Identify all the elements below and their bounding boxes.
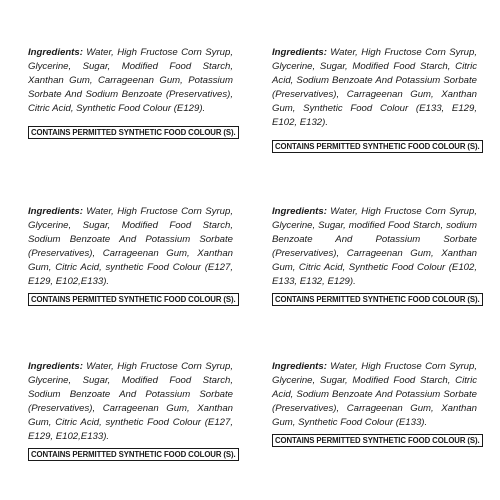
synthetic-colour-warning: CONTAINS PERMITTED SYNTHETIC FOOD COLOUR (S). <box>28 126 239 139</box>
ingredient-label-1 <box>28 46 236 140</box>
ingredient-label-6 <box>272 360 480 448</box>
ingredients-heading: Ingredients: <box>272 47 327 58</box>
synthetic-colour-warning: CONTAINS PERMITTED SYNTHETIC FOOD COLOUR (S). <box>272 434 483 447</box>
ingredients-text <box>272 205 477 289</box>
synthetic-colour-warning: CONTAINS PERMITTED SYNTHETIC FOOD COLOUR (S). <box>28 293 239 306</box>
ingredients-heading: Ingredients: <box>28 206 83 217</box>
synthetic-colour-warning: CONTAINS PERMITTED SYNTHETIC FOOD COLOUR (S). <box>272 293 483 306</box>
ingredient-label-5 <box>28 360 236 462</box>
ingredient-label-2 <box>272 46 480 154</box>
ingredient-label-3 <box>28 205 236 307</box>
ingredients-text <box>28 360 233 444</box>
ingredients-text <box>272 360 477 430</box>
ingredients-list: Water, High Fructose Corn Syrup, Glycerine, Sugar, Modified Food Starch, Citric Acid, Sodium Benzoate And Potassium Sorbate (Preservatives), Carrageenan Gum, Xanthan Gum, Synthetic Food Colour (E133, E129, E102, E132). <box>272 47 477 128</box>
ingredients-list: Water, High Fructose Corn Syrup, Glycerine, Sugar, modified Food Starch, sodium Benzoate And Potassium Sorbate (Preservatives), Carrageenan Gum, Xanthan Gum, Citric Acid, Synthetic Food Colour (E102, E133, E132, E129). <box>272 206 477 287</box>
ingredient-label-4 <box>272 205 480 307</box>
ingredients-heading: Ingredients: <box>272 361 327 372</box>
ingredients-text <box>28 46 233 116</box>
ingredients-heading: Ingredients: <box>28 361 83 372</box>
ingredients-list: Water, High Fructose Corn Syrup, Glycerine, Sugar, Modified Food Starch, Sodium Benzoate And Potassium Sorbate (Preservatives), Carrageenan Gum, Xanthan Gum, Citric Acid, synthetic Food Colour (E127, E129, E102,E133). <box>28 361 233 442</box>
ingredients-text <box>28 205 233 289</box>
ingredients-list: Water, High Fructose Corn Syrup, Glycerine, Sugar, Modified Food Starch, Xanthan Gum, Carrageenan Gum, Potassium Sorbate And Sodium Benzoate (Preservatives), Citric Acid, Synthetic Food Colour (E129). <box>28 47 233 114</box>
ingredients-list: Water, High Fructose Corn Syrup, Glycerine, Sugar, Modified Food Starch, Sodium Benzoate And Potassium Sorbate (Preservatives), Carrageenan Gum, Xanthan Gum, Citric Acid, synthetic Food Colour (E127, E129, E102,E133). <box>28 206 233 287</box>
ingredients-heading: Ingredients: <box>272 206 327 217</box>
ingredients-heading: Ingredients: <box>28 47 83 58</box>
ingredients-list: Water, High Fructose Corn Syrup, Glycerine, Sugar, Modified Food Starch, Citric Acid, Sodium Benzoate And Potassium Sorbate (Preservatives), Carrageenan Gum, Xanthan Gum, Synthetic Food Colour (E133). <box>272 361 477 428</box>
synthetic-colour-warning: CONTAINS PERMITTED SYNTHETIC FOOD COLOUR (S). <box>272 140 483 153</box>
synthetic-colour-warning: CONTAINS PERMITTED SYNTHETIC FOOD COLOUR (S). <box>28 448 239 461</box>
ingredients-text <box>272 46 477 130</box>
